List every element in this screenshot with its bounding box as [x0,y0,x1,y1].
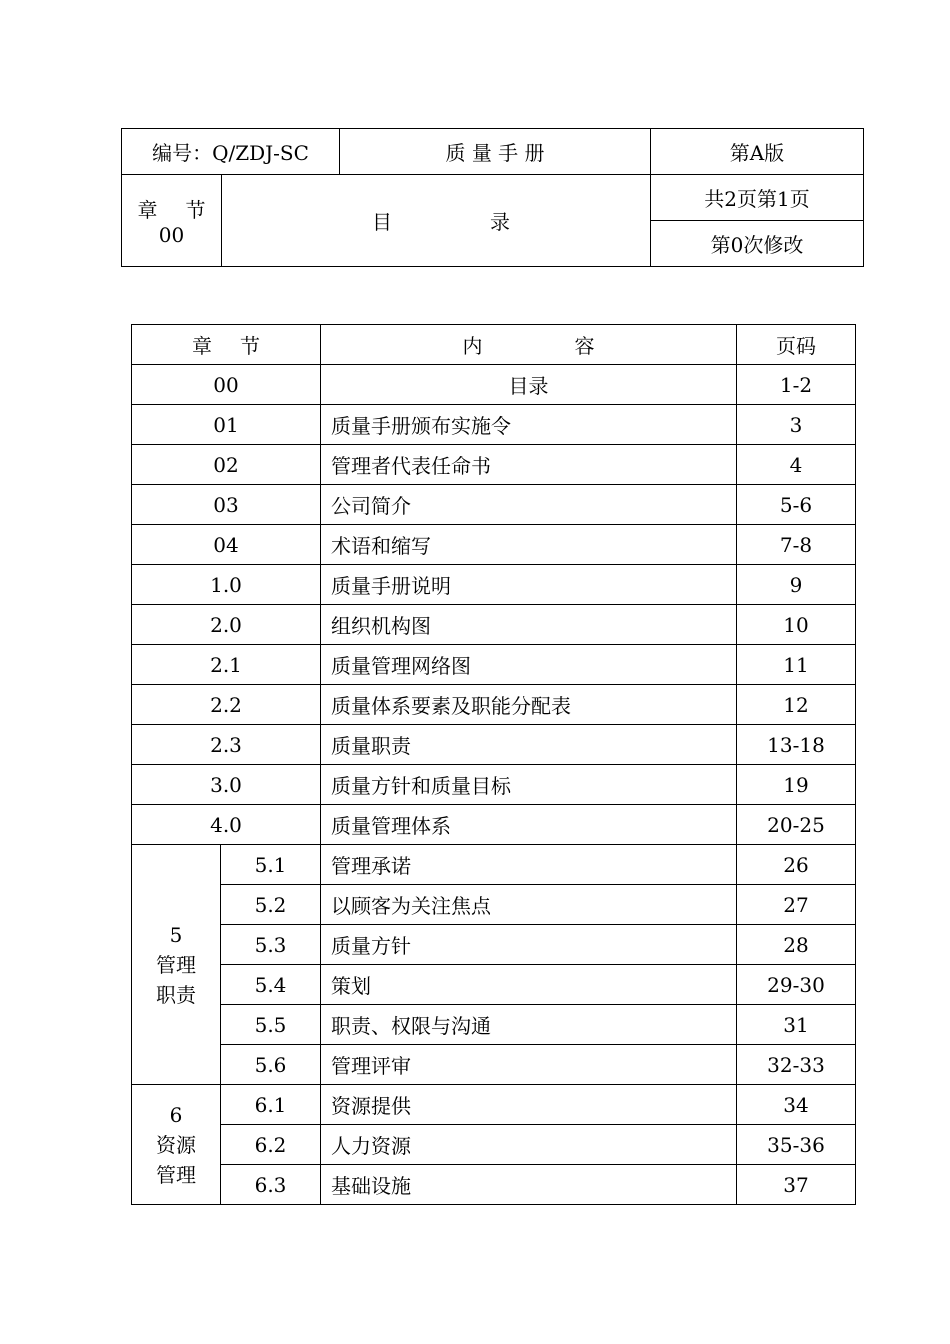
toc-page: 19 [737,765,856,805]
toc-row [132,645,856,685]
toc-chapter: 02 [132,445,321,485]
toc-chapter: 2.1 [132,645,321,685]
toc-section: 5.6 [221,1045,321,1085]
toc-content: 质量方针和质量目标 [321,765,737,805]
chapter-group-label: 6 [169,1102,183,1127]
toc-section: 6.3 [221,1165,321,1205]
toc-page: 20-25 [737,805,856,845]
toc-section: 5.1 [221,845,321,885]
chapter-cell: 章 节 00 [122,175,222,267]
header-chapter: 章 节 [132,325,321,365]
toc-content: 质量管理网络图 [321,645,737,685]
toc-content: 资源提供 [321,1085,737,1125]
toc-page: 27 [737,885,856,925]
toc-chapter: 00 [132,365,321,405]
toc-chapter: 2.2 [132,685,321,725]
toc-content: 质量方针 [321,925,737,965]
toc-row [132,725,856,765]
toc-content: 职责、权限与沟通 [321,1005,737,1045]
toc-content: 公司简介 [321,485,737,525]
toc-content: 质量体系要素及职能分配表 [321,685,737,725]
toc-row [132,885,856,925]
toc-table [131,324,856,1205]
toc-header-row [132,325,856,365]
chapter-group-label: 职责 [156,982,196,1007]
toc-content: 策划 [321,965,737,1005]
chapter-group-group6 [132,1085,221,1205]
toc-content: 质量手册说明 [321,565,737,605]
toc-section: 6.2 [221,1125,321,1165]
edition: 第A版 [651,129,864,175]
toc-content: 术语和缩写 [321,525,737,565]
toc-page: 31 [737,1005,856,1045]
chapter-group-group5 [132,845,221,1085]
toc-page: 35-36 [737,1125,856,1165]
toc-chapter: 01 [132,405,321,445]
toc-page: 7-8 [737,525,856,565]
toc-page: 37 [737,1165,856,1205]
toc-row [132,685,856,725]
toc-chapter: 3.0 [132,765,321,805]
toc-page: 4 [737,445,856,485]
revision-number: 第0次修改 [651,221,864,267]
toc-chapter: 2.3 [132,725,321,765]
toc-page: 11 [737,645,856,685]
toc-content: 基础设施 [321,1165,737,1205]
toc-page: 5-6 [737,485,856,525]
toc-page: 32-33 [737,1045,856,1085]
toc-row [132,405,856,445]
chapter-group-label: 管理 [156,1162,196,1187]
toc-row [132,1125,856,1165]
toc-page: 28 [737,925,856,965]
toc-page: 26 [737,845,856,885]
toc-row [132,565,856,605]
toc-row [132,365,856,405]
toc-page: 29-30 [737,965,856,1005]
header-page: 页码 [737,325,856,365]
toc-chapter: 2.0 [132,605,321,645]
toc-content: 组织机构图 [321,605,737,645]
toc-page: 9 [737,565,856,605]
toc-content: 目录 [321,365,737,405]
toc-section: 6.1 [221,1085,321,1125]
toc-row [132,525,856,565]
toc-chapter: 04 [132,525,321,565]
toc-content: 管理者代表任命书 [321,445,737,485]
toc-section: 5.4 [221,965,321,1005]
toc-page: 13-18 [737,725,856,765]
toc-page: 1-2 [737,365,856,405]
toc-row [132,805,856,845]
toc-row [132,1085,856,1125]
toc-content: 人力资源 [321,1125,737,1165]
header-content: 内 容 [321,325,737,365]
toc-page: 34 [737,1085,856,1125]
document-header [121,128,864,267]
toc-content: 以顾客为关注焦点 [321,885,737,925]
toc-section: 5.5 [221,1005,321,1045]
toc-row [132,1165,856,1205]
page-count: 共2页第1页 [651,175,864,221]
toc-chapter: 03 [132,485,321,525]
toc-content: 质量管理体系 [321,805,737,845]
document-code: 编号：Q/ZDJ-SC [122,129,340,175]
toc-section: 5.3 [221,925,321,965]
toc-row [132,765,856,805]
toc-chapter: 4.0 [132,805,321,845]
toc-row [132,605,856,645]
toc-page: 12 [737,685,856,725]
toc-page: 3 [737,405,856,445]
toc-row [132,485,856,525]
toc-content: 管理评审 [321,1045,737,1085]
toc-content: 管理承诺 [321,845,737,885]
toc-content: 质量手册颁布实施令 [321,405,737,445]
toc-chapter: 1.0 [132,565,321,605]
section-title: 目 录 [222,175,651,267]
toc-page: 10 [737,605,856,645]
chapter-number: 00 [158,223,185,247]
toc-section: 5.2 [221,885,321,925]
toc-row [132,925,856,965]
manual-title: 质 量 手 册 [340,129,651,175]
toc-row [132,965,856,1005]
toc-row [132,845,856,885]
toc-row [132,445,856,485]
toc-row [132,1005,856,1045]
chapter-group-label: 5 [169,922,183,947]
toc-content: 质量职责 [321,725,737,765]
toc-row [132,1045,856,1085]
chapter-group-label: 资源 [156,1132,196,1157]
chapter-group-label: 管理 [156,952,196,977]
